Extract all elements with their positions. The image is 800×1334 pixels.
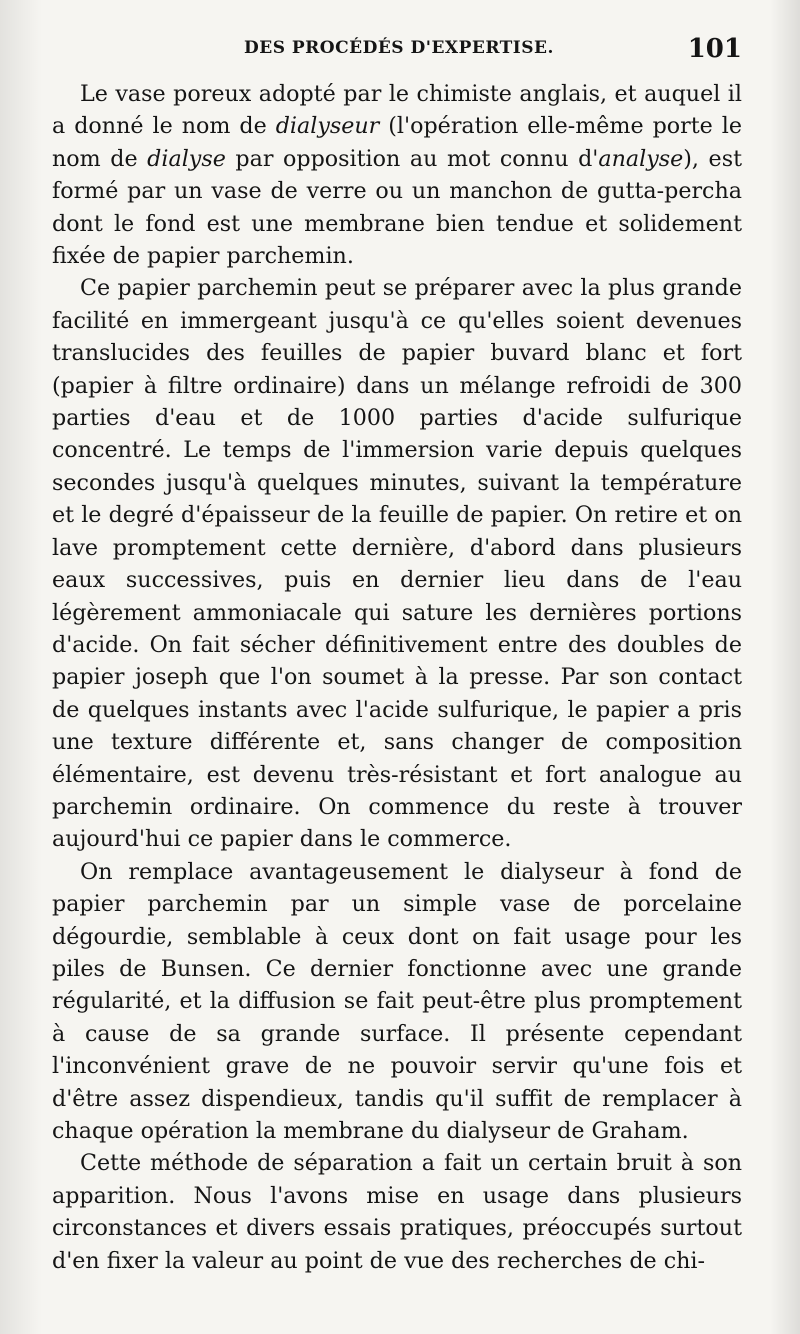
running-head: DES PROCÉDÉS D'EXPERTISE.	[244, 38, 554, 58]
paragraph-1	[52, 78, 742, 272]
term-dialyseur: dialyseur	[275, 113, 380, 140]
page-number: 101	[687, 34, 742, 64]
paragraph-1-text-d: ), est formé par un vase de verre ou un manchon de gutta-percha dont le fond est une membrane bien tendue et solidement fixée de papier parchemin.	[52, 145, 742, 270]
body-text	[52, 78, 742, 1277]
paragraph-3: On remplace avantageusement le dialyseur à fond de papier parchemin par un simple vase de porcelaine dégourdie, semblable à ceux dont on fait usage pour les piles de Bunsen. Ce dernier fonctionne avec une grande régularité, et la diffusion se fait peut-être plus promptement à cause de sa grande surface. Il présente cependant l'inconvénient grave de ne pouvoir servir qu'une fois et d'être assez dispendieux, tandis qu'il suffit de remplacer à chaque opération la membrane du dialyseur de Graham.	[52, 858, 742, 1144]
paragraph-1-text-b: (l'opération elle-même porte le nom de	[52, 113, 743, 172]
paragraph-1-text-a: Le vase poreux adopté par le chimiste anglais, et auquel il a donné le nom de	[52, 81, 742, 140]
term-analyse: analyse	[598, 145, 684, 172]
paragraph-4: Cette méthode de séparation a fait un certain bruit à son apparition. Nous l'avons mise en usage dans plusieurs circonstances et divers essais pratiques, préoccupés surtout d'en fixer la valeur au point de vue des recherches de chi-	[52, 1150, 742, 1274]
paragraph-1-text-c: par opposition au mot connu d'	[225, 145, 599, 172]
paragraph-2: Ce papier parchemin peut se préparer avec la plus grande facilité en immergeant jusqu'à ce qu'elles soient devenues translucides des feuilles de papier buvard blanc et fort (papier à filtre ordinaire) dans un mélange refroidi de 300 parties d'eau et de 1000 parties d'acide sulfurique concentré. Le temps de l'immersion varie depuis quelques secondes jusqu'à quelques minutes, suivant la température et le degré d'épaisseur de la feuille de papier. On retire et on lave promptement cette dernière, d'abord dans plusieurs eaux successives, puis en dernier lieu dans de l'eau légèrement ammoniacale qui sature les dernières portions d'acide. On fait sécher définitivement entre des doubles de papier joseph que l'on soumet à la presse. Par son contact de quelques instants avec l'acide sulfurique, le papier a pris une texture différente et, sans changer de composition élémentaire, est devenu très-résistant et fort analogue au parchemin ordinaire. On commence du reste à trouver aujourd'hui ce papier dans le commerce.	[52, 275, 742, 853]
page-header	[52, 34, 742, 74]
term-dialyse: dialyse	[147, 145, 226, 172]
